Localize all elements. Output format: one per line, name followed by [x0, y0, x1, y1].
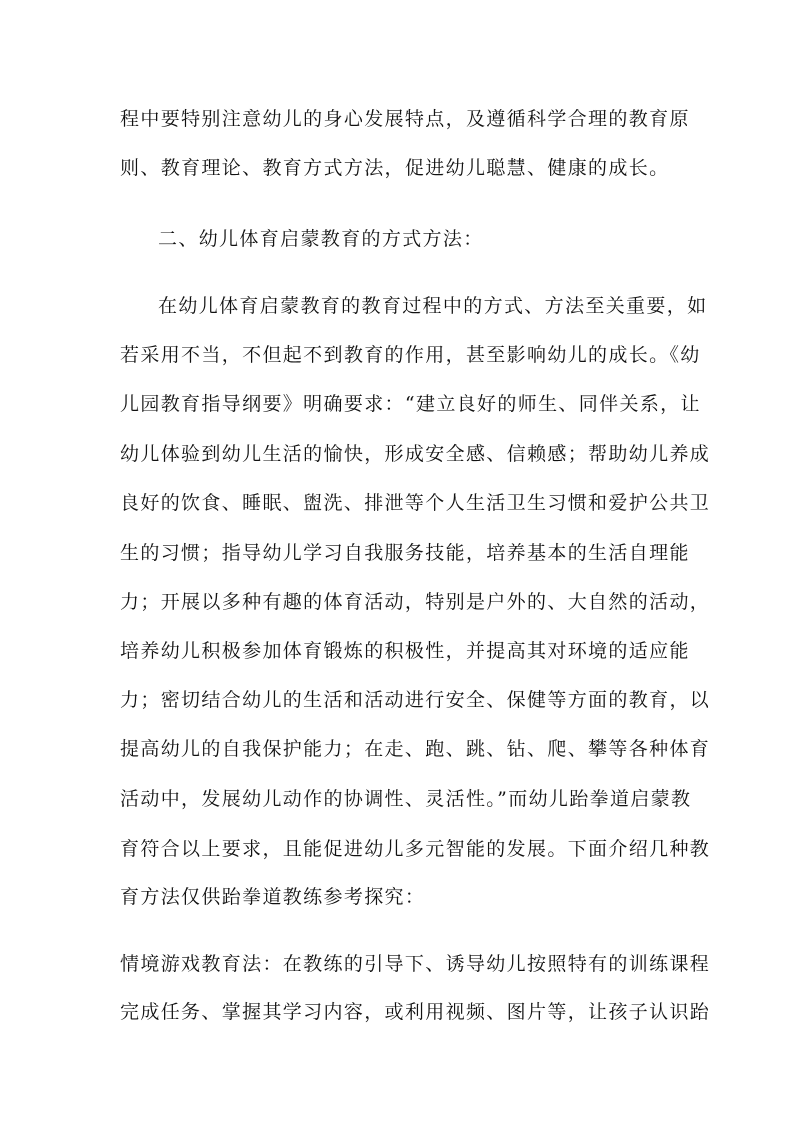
text-line-9: 力；开展以多种有趣的体育活动，特别是户外的、大自然的活动，: [120, 591, 711, 613]
text-line-15: 育方法仅供跆拳道教练参考探究：: [120, 886, 426, 908]
text-line-16: 情境游戏教育法：在教练的引导下、诱导幼儿按照特有的训练课程: [120, 953, 711, 975]
text-line-13: 活动中，发展幼儿动作的协调性、灵活性。”而幼儿跆拳道启蒙教: [120, 788, 692, 810]
section-heading: 二、幼儿体育启蒙教育的方式方法：: [158, 228, 484, 250]
text-line-1: 程中要特别注意幼儿的身心发展特点，及遵循科学合理的教育原: [120, 108, 690, 130]
text-line-6: 幼儿体验到幼儿生活的愉快，形成安全感、信赖感；帮助幼儿养成: [120, 443, 711, 465]
text-line-4: 若采用不当，不但起不到教育的作用，甚至影响幼儿的成长。《幼: [120, 344, 701, 366]
text-line-12: 提高幼儿的自我保护能力；在走、跑、跳、钻、爬、攀等各种体育: [120, 738, 711, 760]
text-line-14: 育符合以上要求，且能促进幼儿多元智能的发展。下面介绍几种教: [120, 838, 711, 860]
text-line-5: 儿园教育指导纲要》明确要求：“建立良好的师生、同伴关系，让: [120, 393, 701, 415]
text-line-11: 力；密切结合幼儿的生活和活动进行安全、保健等方面的教育，以: [120, 689, 711, 711]
text-line-7: 良好的饮食、睡眠、盥洗、排泄等个人生活卫生习惯和爱护公共卫: [120, 492, 711, 514]
text-line-17: 完成任务、掌握其学习内容，或利用视频、图片等，让孩子认识跆: [120, 1001, 711, 1023]
text-line-8: 生的习惯；指导幼儿学习自我服务技能，培养基本的生活自理能: [120, 542, 690, 564]
text-line-10: 培养幼儿积极参加体育锻炼的积极性，并提高其对环境的适应能: [120, 640, 690, 662]
text-line-3: 在幼儿体育启蒙教育的教育过程中的方式、方法至关重要，如: [158, 295, 708, 317]
text-line-2: 则、教育理论、教育方式方法，促进幼儿聪慧、健康的成长。: [120, 157, 670, 179]
